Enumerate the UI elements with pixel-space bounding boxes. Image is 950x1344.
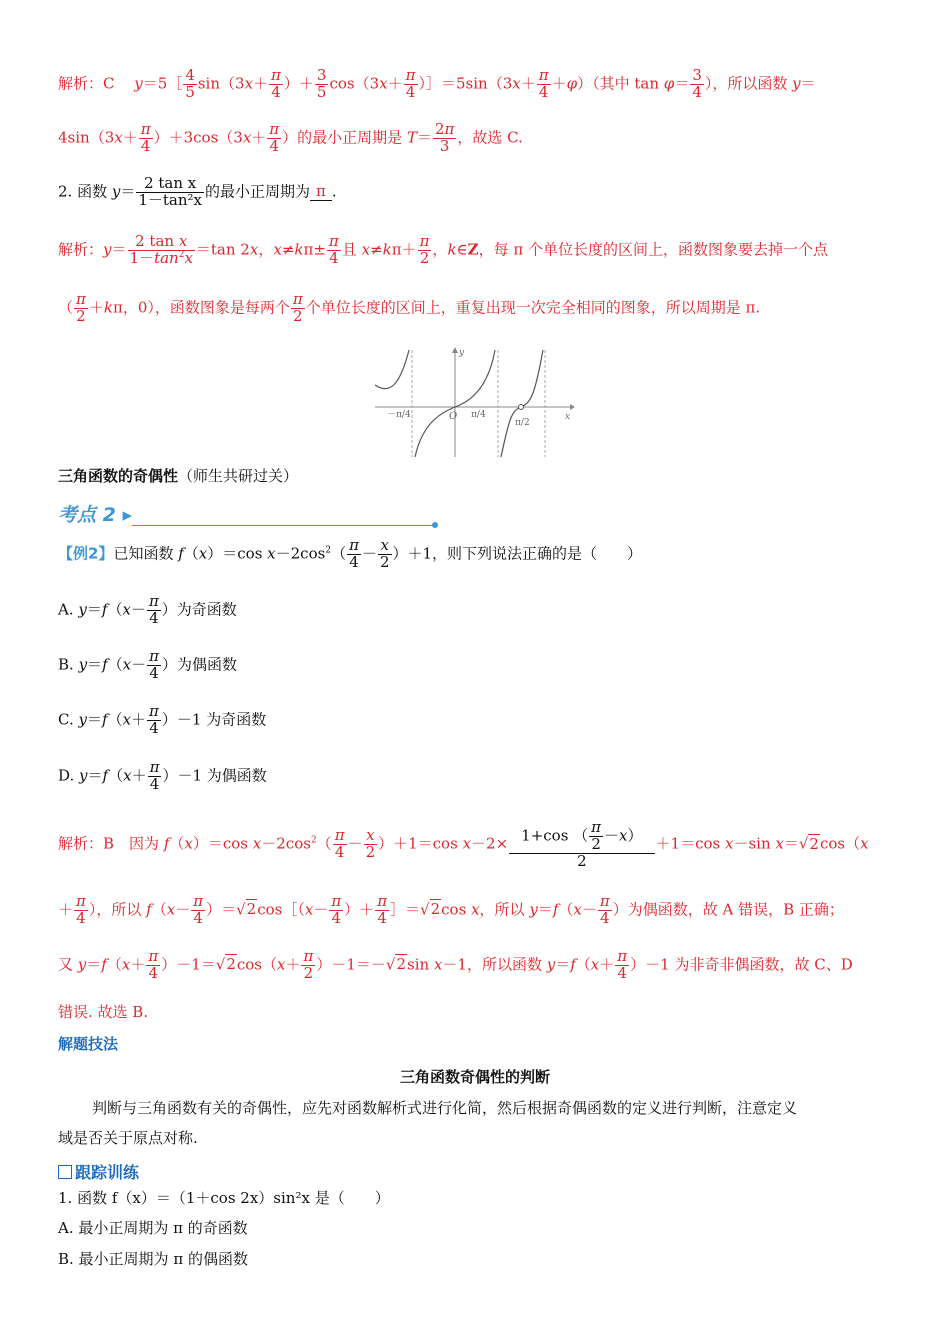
tick-neg-pi4: －π/4 — [387, 410, 411, 420]
technique-title: 三角函数奇偶性的判断 — [399, 1068, 550, 1086]
solution-label: 解析： — [58, 74, 104, 93]
removed-point — [519, 405, 524, 410]
question-2: 2. 函数 y＝ $\frac{\text{2 tan x}}{\text{1－tan²x}}$ 的最小正周期为 π . — [58, 174, 337, 209]
technique-body1: 判断与三角函数有关的奇偶性，应先对函数解析式进行化简，然后根据奇偶函数的定义进行判断，注意定义 — [92, 1099, 798, 1117]
kaodian-badge: 考点 2 ▸ — [58, 504, 132, 526]
kaodian-dot — [432, 522, 438, 528]
tan-2x-graph — [375, 345, 575, 457]
tick-pi4: π/4 — [471, 410, 486, 420]
origin-label: O — [449, 411, 458, 422]
practice-option-b: B. 最小正周期为 π 的偶函数 — [58, 1250, 248, 1268]
tan-branch-left — [375, 350, 409, 389]
solution3-line4: 错误. 故选 B. — [58, 1003, 149, 1021]
kaodian-rule — [132, 525, 434, 526]
x-axis-arrow — [570, 404, 575, 410]
solution2-line2: （ $\frac{\pi}{2}$ ＋kπ，0），函数图象是每两个 $\frac{\pi}{2}$ 个单位长度的区间上，重复出现一次完全相同的图象，所以周期是 π. — [58, 290, 761, 325]
practice-q1: 1. 函数 f（x）＝（1＋cos 2x）sin²x 是（ ） — [58, 1189, 390, 1207]
practice-heading: 跟踪训练 — [58, 1160, 898, 1183]
option-a: A. y＝f（x－ $\frac{\pi}{4}$ ）为奇函数 — [58, 592, 237, 627]
solution1-line1: 解析：C y＝5［ $\frac{4}{5}$ sin（3x＋ $\frac{\pi}{4}$ ）＋ $\frac{3}{5}$ cos（3x＋ $\frac{\pi}{4}$ ）］＝5sin（3x＋ $\frac{\pi}{4}$ ＋φ）（其中 tan φ＝ $\frac{3}{4}$ ），所以函数 y＝ — [58, 66, 816, 101]
option-c: C. y＝f（x＋ $\frac{\pi}{4}$ ）－1 为奇函数 — [58, 702, 267, 737]
checkbox-icon — [58, 1165, 72, 1179]
option-b: B. y＝f（x－ $\frac{\pi}{4}$ ）为偶函数 — [58, 647, 237, 682]
solution2-line1: 解析：y＝ $\frac{\text{2 tan x}}{1-\tan^2x}$ ＝tan 2x，x≠kπ± $\frac{\pi}{4}$ 且 x≠kπ＋ $\frac{\pi}{2}$ ，k∈Z，每 π 个单位长度的区间上，函数图象要去掉一个点 — [58, 232, 828, 267]
solution3-line1: 解析：B 因为 f（x）＝cos $x-2\cos^2$（ $\frac{\pi}{4}$ － $\frac{x}{2}$ ）＋1＝cos x－2× 1+cos （ $\frac{\pi}{2}$ －x） 2 ＋1＝cos x－sin x＝√2cos（x — [58, 818, 869, 870]
y-axis-label: y — [459, 348, 465, 358]
tick-pi2: π/2 — [515, 418, 530, 428]
option-d: D. y＝f（x＋ $\frac{\pi}{4}$ ）－1 为偶函数 — [58, 758, 267, 793]
technique-body2: 域是否关于原点对称. — [58, 1129, 198, 1147]
section-title: 三角函数的奇偶性（师生共研过关） — [58, 467, 299, 485]
solution3-line3: 又 y＝f（x＋ $\frac{\pi}{4}$ ）－1＝√2cos（x＋ $\frac{\pi}{2}$ ）－1＝－√2sin x－1，所以函数 y＝f（x＋ $\frac{\pi}{4}$ ）－1 为非奇非偶函数，故 C、D — [58, 947, 853, 982]
y-axis-arrow — [452, 347, 458, 353]
solution1-line2: 4sin（3x＋ $\frac{\pi}{4}$ ）＋3cos（3x＋ $\frac{\pi}{4}$ ）的最小正周期是 T＝ $\frac{2\pi}{3}$ ，故选 C. — [58, 120, 523, 155]
x-axis-label: x — [565, 412, 571, 422]
practice-option-a: A. 最小正周期为 π 的奇函数 — [58, 1219, 248, 1237]
answer-blank: π — [310, 182, 332, 201]
solution3-line2: ＋ $\frac{\pi}{4}$ ），所以 f（x－ $\frac{\pi}{4}$ ）＝√2cos［（x－ $\frac{\pi}{4}$ ）＋ $\frac{\pi}{4}$ ］＝√2cos x，所以 y＝f（x－ $\frac{\pi}{4}$ ）为偶函数，故 A 错误，B 正确； — [58, 892, 844, 927]
tan-branch-right — [501, 350, 543, 457]
example2-stem: 【例2】已知函数 f（x）＝cos $x-2\cos^2$（ $\frac{\pi}{4}$ － $\frac{x}{2}$ ）＋1，则下列说法正确的是（ ） — [58, 536, 643, 571]
technique-heading: 解题技法 — [58, 1035, 119, 1053]
